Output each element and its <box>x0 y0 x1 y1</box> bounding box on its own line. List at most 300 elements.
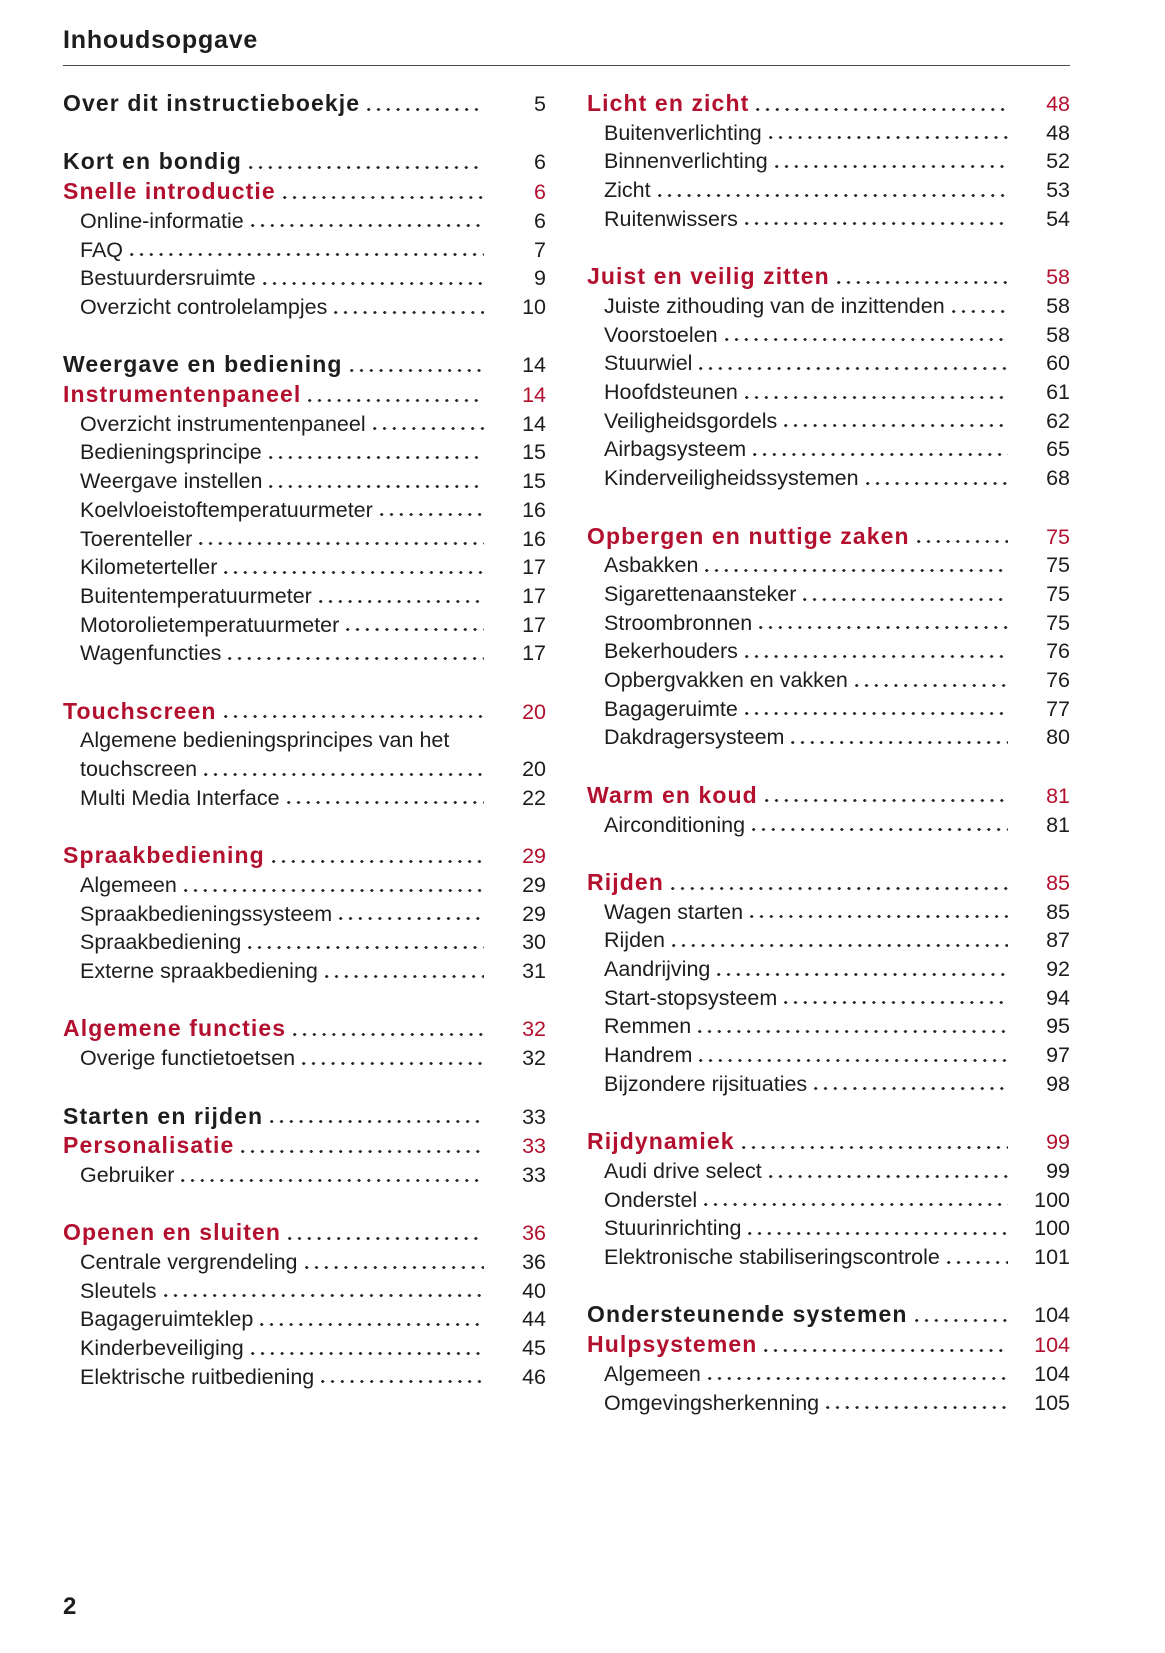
toc-entry-page-number: 32 <box>522 1017 546 1042</box>
toc-entry-page-number: 100 <box>1034 1187 1070 1212</box>
toc-entry-page-number: 62 <box>1046 408 1070 433</box>
toc-entry[interactable] <box>587 1157 1070 1186</box>
toc-entry-label: Overzicht controlelampjes <box>80 294 328 319</box>
toc-entry-label: Ruitenwissers <box>604 206 738 231</box>
toc-entry-label: Spraakbediening <box>80 930 242 955</box>
toc-entry[interactable] <box>63 1334 546 1363</box>
toc-entry-page-number: 92 <box>1046 957 1070 982</box>
toc-entry-label: Spraakbediening <box>63 842 265 869</box>
toc-entry[interactable] <box>587 580 1070 609</box>
toc-entry[interactable] <box>587 811 1070 840</box>
toc-entry-label: Weergave en bediening <box>63 351 343 378</box>
toc-entry-label: Algemene bedieningsprincipes van het <box>80 728 450 753</box>
toc-entry-page-number: 100 <box>1034 1216 1070 1241</box>
toc-entry-page-number: 75 <box>1046 610 1070 635</box>
dot-leader <box>272 860 484 863</box>
toc-entry-label: Licht en zicht <box>587 90 750 116</box>
dot-leader <box>717 973 1008 976</box>
toc-entry[interactable] <box>587 1389 1070 1418</box>
dot-leader <box>671 887 1008 890</box>
dot-leader <box>855 684 1008 687</box>
dot-leader <box>784 1001 1008 1004</box>
dot-leader <box>765 799 1008 802</box>
toc-entry[interactable] <box>63 410 546 439</box>
toc-entry-page-number: 46 <box>522 1364 546 1389</box>
dot-leader <box>260 1323 484 1326</box>
dot-leader <box>339 917 484 920</box>
toc-entry[interactable] <box>63 553 546 582</box>
toc-entry[interactable] <box>63 438 546 467</box>
toc-entry-label: Centrale vergrendeling <box>80 1250 298 1275</box>
toc-entry-page-number: 5 <box>534 92 546 116</box>
toc-entry-label: Bedieningsprincipe <box>80 440 262 465</box>
toc-entry[interactable] <box>63 726 546 755</box>
toc-entry[interactable] <box>587 1360 1070 1389</box>
toc-entry-label: Stuurwiel <box>604 351 693 376</box>
toc-entry-label: Hoofdsteunen <box>604 380 738 405</box>
toc-entry-label: Audi drive select <box>604 1158 762 1183</box>
toc-entry-page-number: 85 <box>1046 899 1070 924</box>
toc-column-left <box>63 89 546 1446</box>
toc-entry[interactable] <box>63 293 546 322</box>
toc-entry-page-number: 7 <box>534 237 546 262</box>
toc-entry[interactable] <box>587 407 1070 436</box>
toc-entry[interactable] <box>587 205 1070 234</box>
toc-entry[interactable] <box>63 380 546 410</box>
toc-entry[interactable] <box>587 1127 1070 1157</box>
toc-entry-label: Online-informatie <box>80 208 244 233</box>
toc-entry-page-number: 32 <box>522 1046 546 1071</box>
toc-entry[interactable] <box>63 957 546 986</box>
toc-entry-page-number: 15 <box>522 440 546 465</box>
dot-leader <box>866 482 1008 485</box>
toc-entry-label: Externe spraakbediening <box>80 959 318 984</box>
toc-entry-page-number: 33 <box>522 1104 546 1129</box>
toc-entry[interactable] <box>63 639 546 668</box>
toc-entry-label: Algemeen <box>604 1361 701 1386</box>
toc-entry-page-number: 20 <box>522 699 546 724</box>
toc-entry-page-number: 15 <box>522 469 546 494</box>
toc-entry-page-number: 31 <box>522 959 546 984</box>
toc-entry-label: Koelvloeistoftemperatuurmeter <box>80 497 373 522</box>
toc-entry[interactable] <box>63 1248 546 1277</box>
toc-entry-page-number: 85 <box>1046 870 1070 895</box>
toc-entry[interactable] <box>63 611 546 640</box>
toc-block <box>63 1014 546 1072</box>
toc-entry-page-number: 104 <box>1034 1303 1070 1328</box>
dot-leader <box>826 1406 1008 1409</box>
toc-entry[interactable] <box>63 1277 546 1306</box>
toc-entry[interactable] <box>587 955 1070 984</box>
dot-leader <box>241 1150 484 1153</box>
toc-entry-page-number: 76 <box>1046 639 1070 664</box>
toc-entry-label: Gebruiker <box>80 1162 175 1187</box>
toc-entry-label: Aandrijving <box>604 957 711 982</box>
toc-entry-label: Rijden <box>587 868 664 895</box>
toc-entry-label: Snelle introductie <box>63 178 276 205</box>
toc-block <box>587 89 1070 234</box>
dot-leader <box>380 513 484 516</box>
dot-leader <box>346 628 484 631</box>
toc-entry[interactable] <box>587 781 1070 811</box>
dot-leader <box>367 108 484 111</box>
toc-entry-label: Hulpsystemen <box>587 1331 758 1358</box>
toc-entry-page-number: 33 <box>522 1134 546 1159</box>
toc-entry[interactable] <box>587 723 1070 752</box>
toc-entry[interactable] <box>63 841 546 871</box>
toc-entry-label: Handrem <box>604 1043 693 1068</box>
toc-entry-page-number: 81 <box>1046 783 1070 808</box>
toc-entry[interactable] <box>63 755 546 784</box>
toc-column-right <box>587 89 1070 1446</box>
toc-block <box>587 868 1070 1099</box>
toc-entry-page-number: 104 <box>1034 1361 1070 1386</box>
toc-block <box>63 1218 546 1391</box>
toc-entry-label: Juist en veilig zitten <box>587 263 830 290</box>
toc-entry-label: Omgevingsherkenning <box>604 1390 820 1415</box>
dot-leader <box>745 655 1008 658</box>
toc-entry[interactable] <box>587 1186 1070 1215</box>
toc-entry-label: Overzicht instrumentenpaneel <box>80 411 366 436</box>
dot-leader <box>769 1175 1008 1178</box>
dot-leader <box>325 975 484 978</box>
dot-leader <box>319 600 484 603</box>
dot-leader <box>752 828 1008 831</box>
toc-block <box>587 1127 1070 1272</box>
toc-block <box>63 1102 546 1190</box>
toc-entry-page-number: 53 <box>1046 178 1070 203</box>
toc-entry-label: Opbergvakken en vakken <box>604 668 848 693</box>
toc-entry[interactable] <box>63 784 546 813</box>
toc-entry-page-number: 33 <box>522 1162 546 1187</box>
page-title: Inhoudsopgave <box>63 26 1070 66</box>
toc-entry[interactable] <box>63 871 546 900</box>
dot-leader <box>803 598 1008 601</box>
dot-leader <box>725 338 1008 341</box>
dot-leader <box>814 1087 1008 1090</box>
toc-entry-label: Ondersteunende systemen <box>587 1301 908 1328</box>
dot-leader <box>288 1237 484 1240</box>
dot-leader <box>228 657 484 660</box>
toc-entry-label: Buitentemperatuurmeter <box>80 583 312 608</box>
dot-leader <box>748 1232 1008 1235</box>
toc-entry[interactable] <box>587 349 1070 378</box>
toc-block <box>587 522 1070 753</box>
toc-entry[interactable] <box>587 321 1070 350</box>
toc-entry-label: Motorolietemperatuurmeter <box>80 612 340 637</box>
dot-leader <box>184 889 484 892</box>
toc-entry-label: Onderstel <box>604 1187 698 1212</box>
toc-entry[interactable] <box>63 350 546 380</box>
toc-entry-page-number: 81 <box>1046 812 1070 837</box>
dot-leader <box>270 1120 484 1123</box>
toc-entry[interactable] <box>63 1014 546 1044</box>
dot-leader <box>224 571 484 574</box>
toc-entry-page-number: 75 <box>1046 581 1070 606</box>
toc-entry-page-number: 14 <box>522 411 546 436</box>
toc-entry-page-number: 76 <box>1046 668 1070 693</box>
dot-leader <box>705 569 1008 572</box>
dot-leader <box>293 1033 484 1036</box>
toc-entry-page-number: 17 <box>522 583 546 608</box>
toc-entry[interactable] <box>587 1214 1070 1243</box>
toc-entry-page-number: 6 <box>534 150 546 175</box>
dot-leader <box>708 1377 1008 1380</box>
toc-entry[interactable] <box>63 177 546 207</box>
toc-entry-label: Remmen <box>604 1014 692 1039</box>
toc-block <box>63 350 546 668</box>
toc-entry-page-number: 58 <box>1046 293 1070 318</box>
toc-entry-page-number: 98 <box>1046 1071 1070 1096</box>
dot-leader <box>263 282 484 285</box>
dot-leader <box>672 944 1008 947</box>
toc-entry-page-number: 52 <box>1046 149 1070 174</box>
toc-entry[interactable] <box>63 1363 546 1392</box>
toc-entry-page-number: 77 <box>1046 696 1070 721</box>
toc-entry-label: Buitenverlichting <box>604 120 762 145</box>
toc-entry-label: Juiste zithouding van de inzittenden <box>604 293 945 318</box>
toc-entry-label: Rijdynamiek <box>587 1128 735 1155</box>
toc-entry[interactable] <box>587 147 1070 176</box>
toc-entry-label: Start-stopsysteem <box>604 985 778 1010</box>
toc-entry-page-number: 58 <box>1046 322 1070 347</box>
page-number: 2 <box>63 1593 77 1620</box>
toc-entry-label: Bekerhouders <box>604 639 738 664</box>
toc-block <box>63 89 546 119</box>
toc-entry-page-number: 45 <box>522 1336 546 1361</box>
dot-leader <box>283 196 484 199</box>
toc-entry-page-number: 75 <box>1046 524 1070 549</box>
toc-entry-label: Bagageruimte <box>604 696 738 721</box>
toc-entry-page-number: 87 <box>1046 928 1070 953</box>
toc-entry[interactable] <box>587 1041 1070 1070</box>
toc-entry-label: Rijden <box>604 928 665 953</box>
toc-entry[interactable] <box>587 926 1070 955</box>
toc-entry[interactable] <box>587 1070 1070 1099</box>
toc-entry[interactable] <box>587 666 1070 695</box>
toc-entry-label: Openen en sluiten <box>63 1219 282 1246</box>
toc-entry[interactable] <box>63 264 546 293</box>
dot-leader <box>784 424 1008 427</box>
toc-entry[interactable] <box>587 119 1070 148</box>
toc-entry[interactable] <box>63 928 546 957</box>
dot-leader <box>704 1203 1008 1206</box>
toc-entry-page-number: 17 <box>522 555 546 580</box>
toc-entry[interactable] <box>587 695 1070 724</box>
toc-entry[interactable] <box>63 1102 546 1132</box>
toc-entry[interactable] <box>63 900 546 929</box>
toc-entry-label: Zicht <box>604 178 651 203</box>
toc-entry-label: Multi Media Interface <box>80 785 280 810</box>
toc-entry-page-number: 29 <box>522 872 546 897</box>
toc-entry-page-number: 68 <box>1046 466 1070 491</box>
toc-entry[interactable] <box>587 609 1070 638</box>
toc-entry-page-number: 30 <box>522 930 546 955</box>
dot-leader <box>224 715 484 718</box>
toc-entry[interactable] <box>587 522 1070 552</box>
toc-entry-label: Sleutels <box>80 1278 157 1303</box>
dot-leader <box>915 1319 1008 1322</box>
toc-entry-label: Kinderveiligheidssystemen <box>604 466 859 491</box>
toc-entry-label: Opbergen en nuttige zaken <box>587 522 910 549</box>
toc-entry-label: Kinderbeveiliging <box>80 1336 244 1361</box>
dot-leader <box>204 773 484 776</box>
toc-entry-page-number: 99 <box>1046 1158 1070 1183</box>
dot-leader <box>321 1380 484 1383</box>
toc-entry-page-number: 29 <box>522 901 546 926</box>
dot-leader <box>269 456 484 459</box>
toc-entry-page-number: 44 <box>522 1307 546 1332</box>
dot-leader <box>742 1146 1008 1149</box>
toc-entry-page-number: 97 <box>1046 1043 1070 1068</box>
toc-entry-page-number: 36 <box>522 1221 546 1246</box>
toc-entry[interactable] <box>587 292 1070 321</box>
dot-leader <box>269 485 484 488</box>
toc-entry-page-number: 54 <box>1046 206 1070 231</box>
dot-leader <box>308 399 484 402</box>
dot-leader <box>334 311 484 314</box>
toc-entry[interactable] <box>587 551 1070 580</box>
toc-block <box>63 147 546 321</box>
toc-entry-label: Voorstoelen <box>604 322 718 347</box>
toc-entry[interactable] <box>587 1300 1070 1330</box>
toc-entry-label: Starten en rijden <box>63 1102 264 1129</box>
toc-entry[interactable] <box>63 147 546 177</box>
toc-entry-page-number: 6 <box>534 208 546 233</box>
dot-leader <box>164 1294 485 1297</box>
toc-entry[interactable] <box>63 1305 546 1334</box>
toc-entry-label: Toerenteller <box>80 526 193 551</box>
toc-entry-label: Wagenfuncties <box>80 641 222 666</box>
toc-entry[interactable] <box>63 89 546 119</box>
toc-entry-label: touchscreen <box>80 757 198 782</box>
toc-entry[interactable] <box>63 1161 546 1190</box>
dot-leader <box>658 194 1008 197</box>
toc-entry-label: Personalisatie <box>63 1132 235 1159</box>
toc-entry[interactable] <box>63 207 546 236</box>
dot-leader <box>350 369 484 372</box>
toc-entry[interactable] <box>587 1330 1070 1360</box>
toc-entry-page-number: 40 <box>522 1278 546 1303</box>
dot-leader <box>699 1059 1008 1062</box>
toc-block <box>63 841 546 986</box>
dot-leader <box>249 166 484 169</box>
toc-entry[interactable] <box>587 1243 1070 1272</box>
toc-entry-page-number: 14 <box>522 353 546 378</box>
dot-leader <box>305 1266 484 1269</box>
toc-columns <box>63 89 1070 1446</box>
toc-entry[interactable] <box>63 525 546 554</box>
dot-leader <box>181 1179 484 1182</box>
toc-entry-page-number: 6 <box>534 180 546 205</box>
dot-leader <box>251 1352 484 1355</box>
toc-entry-label: Kort en bondig <box>63 148 242 175</box>
toc-block <box>587 781 1070 839</box>
toc-entry[interactable] <box>63 496 546 525</box>
toc-entry[interactable] <box>63 467 546 496</box>
toc-entry[interactable] <box>63 697 546 727</box>
toc-entry[interactable] <box>63 1044 546 1073</box>
toc-entry[interactable] <box>587 176 1070 205</box>
toc-entry-label: Bijzondere rijsituaties <box>604 1071 808 1096</box>
dot-leader <box>756 108 1008 111</box>
dot-leader <box>791 741 1008 744</box>
toc-entry[interactable] <box>587 262 1070 292</box>
toc-block <box>587 262 1070 493</box>
dot-leader <box>917 540 1008 543</box>
toc-block <box>587 1300 1070 1417</box>
toc-entry-page-number: 99 <box>1046 1130 1070 1155</box>
toc-entry[interactable] <box>63 582 546 611</box>
dot-leader <box>199 542 484 545</box>
toc-entry[interactable] <box>587 435 1070 464</box>
dot-leader <box>947 1261 1008 1264</box>
toc-entry-label: Spraakbedieningssysteem <box>80 901 333 926</box>
toc-entry-label: Dakdragersysteem <box>604 725 785 750</box>
toc-entry-page-number: 60 <box>1046 351 1070 376</box>
toc-entry-label: Binnenverlichting <box>604 149 768 174</box>
toc-entry-label: Sigarettenaansteker <box>604 581 797 606</box>
toc-entry-label: Overige functietoetsen <box>80 1046 296 1071</box>
toc-entry-page-number: 48 <box>1046 120 1070 145</box>
toc-entry-page-number: 104 <box>1034 1333 1070 1358</box>
toc-entry-page-number: 14 <box>522 383 546 407</box>
toc-entry-page-number: 10 <box>522 294 546 319</box>
toc-entry-page-number: 58 <box>1046 265 1070 290</box>
dot-leader <box>302 1062 484 1065</box>
dot-leader <box>753 453 1008 456</box>
toc-entry-page-number: 9 <box>534 266 546 291</box>
toc-entry[interactable] <box>63 1218 546 1248</box>
toc-entry-page-number: 16 <box>522 497 546 522</box>
toc-entry[interactable] <box>587 984 1070 1013</box>
toc-entry-label: Wagen starten <box>604 899 744 924</box>
toc-entry-label: Over dit instructieboekje <box>63 90 361 116</box>
dot-leader <box>698 1030 1008 1033</box>
toc-entry-page-number: 61 <box>1046 380 1070 405</box>
toc-entry[interactable] <box>587 464 1070 493</box>
dot-leader <box>750 915 1008 918</box>
toc-block <box>63 697 546 813</box>
toc-entry-label: Bagageruimteklep <box>80 1307 254 1332</box>
toc-entry-page-number: 80 <box>1046 725 1070 750</box>
dot-leader <box>699 367 1008 370</box>
toc-entry-page-number: 36 <box>522 1250 546 1275</box>
dot-leader <box>745 222 1008 225</box>
toc-entry[interactable] <box>63 1131 546 1161</box>
toc-entry-page-number: 16 <box>522 526 546 551</box>
toc-entry-label: Weergave instellen <box>80 469 263 494</box>
toc-entry-label: Kilometerteller <box>80 555 218 580</box>
toc-entry[interactable] <box>587 637 1070 666</box>
toc-entry-label: Elektrische ruitbediening <box>80 1364 315 1389</box>
toc-entry-page-number: 22 <box>522 785 546 810</box>
toc-entry[interactable] <box>587 898 1070 927</box>
dot-leader <box>764 1349 1008 1352</box>
toc-entry-label: Airbagsysteem <box>604 437 747 462</box>
toc-entry[interactable] <box>587 868 1070 898</box>
toc-entry-label: Airconditioning <box>604 812 746 837</box>
toc-entry-label: Touchscreen <box>63 697 217 724</box>
toc-entry-label: Instrumentenpaneel <box>63 381 302 407</box>
toc-entry[interactable] <box>63 236 546 265</box>
toc-entry-page-number: 17 <box>522 641 546 666</box>
toc-entry-page-number: 101 <box>1034 1245 1070 1270</box>
dot-leader <box>287 801 484 804</box>
toc-entry[interactable] <box>587 378 1070 407</box>
toc-entry[interactable] <box>587 89 1070 119</box>
toc-entry[interactable] <box>587 1012 1070 1041</box>
